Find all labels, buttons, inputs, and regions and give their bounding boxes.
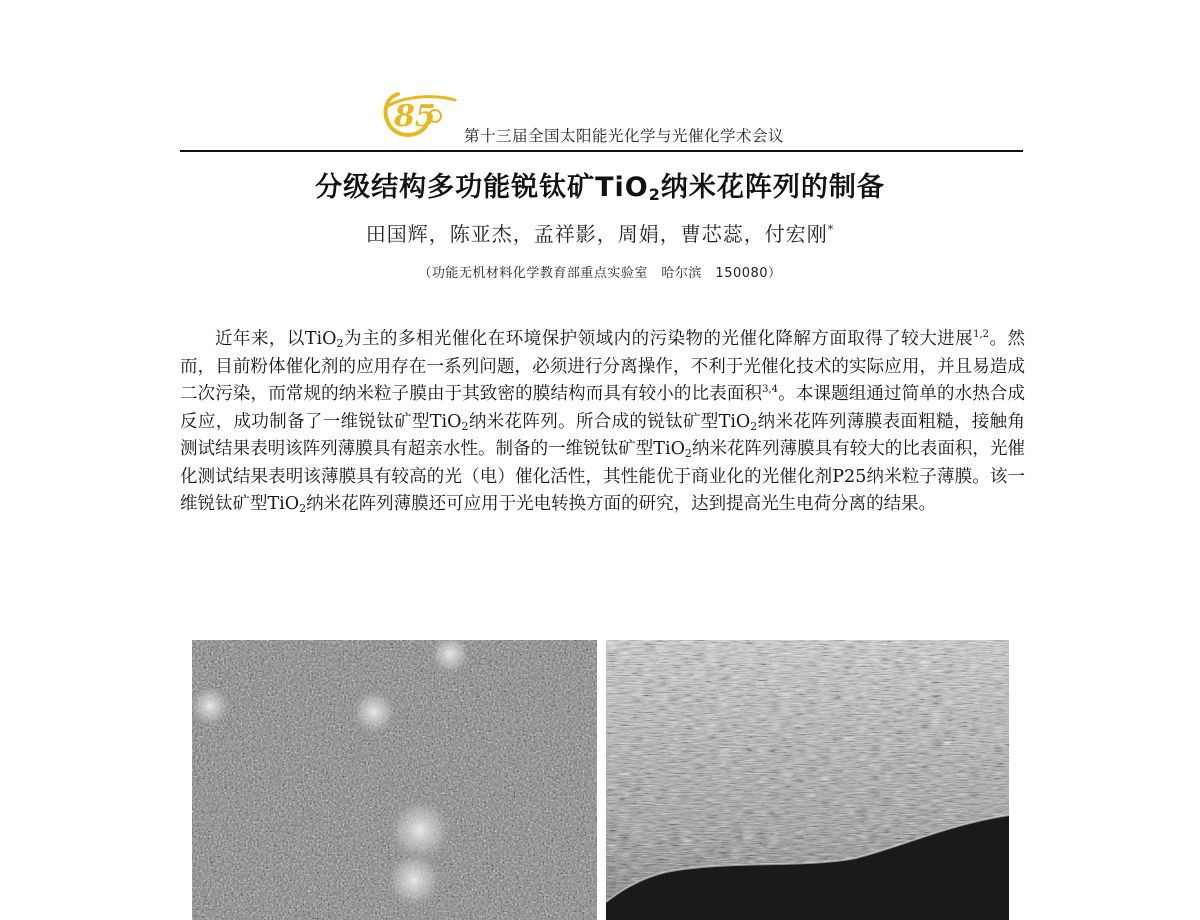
body-s7: 纳米花阵列薄膜具有较大的比表面积，光催化测试结果表明该薄膜具有较高的光（电）催化活性，其性能优于商业化的光催化剂P25纳米粒子薄膜。该一维锐钛矿型TiO <box>180 439 1025 514</box>
affiliation: （功能无机材料化学教育部重点实验室 哈尔滨 150080） <box>418 266 782 281</box>
abstract-paragraph <box>180 326 1025 519</box>
paper-title <box>0 165 1200 204</box>
header-rule <box>180 150 1023 152</box>
title-post: 纳米花阵列的制备 <box>660 172 885 203</box>
conference-logo <box>380 86 460 146</box>
body-ref2: 3,4 <box>762 384 779 395</box>
sem-image-top-view <box>192 640 597 920</box>
body-s6: 纳米花阵列薄膜表面粗糙，接触角测试结果表明该阵列薄膜具有超亲水性。制备的一维锐钛矿型TiO <box>180 411 1025 459</box>
body-s8: 纳米花阵列薄膜还可应用于光电转换方面的研究，达到提高光生电荷分离的结果。 <box>306 494 937 514</box>
sem-image-cross-section <box>606 640 1009 920</box>
body-sub1: 2 <box>336 337 344 350</box>
body-sub5: 2 <box>299 502 307 515</box>
body-s1: 近年来，以TiO <box>215 329 337 349</box>
corresponding-mark: * <box>827 223 835 236</box>
title-subscript: 2 <box>648 185 661 204</box>
body-s4: 。本课题组通过简单的水热合成反应，成功制备了一维锐钛矿型TiO <box>180 384 1026 432</box>
body-s2: 为主的多相光催化在环境保护领域内的污染物的光催化降解方面取得了较大进展 <box>343 329 974 349</box>
logo-text: 85 <box>394 99 436 134</box>
body-sub3: 2 <box>750 419 758 433</box>
title-pre: 分级结构多功能锐钛矿TiO <box>315 172 649 203</box>
body-s5: 纳米花阵列。所合成的锐钛矿型TiO <box>468 411 751 432</box>
body-sub2: 2 <box>461 419 469 433</box>
conference-title: 第十三届全国太阳能光化学与光催化学术会议 <box>464 127 785 145</box>
author-names: 田国辉，陈亚杰，孟祥影，周娟，曹芯蕊，付宏刚 <box>365 222 828 246</box>
body-sub4: 2 <box>684 447 692 460</box>
body-s3: 。然而，目前粉体催化剂的应用存在一系列问题，必须进行分离操作，不利于光催化技术的实际应用，并且易造成二次污染，而常规的纳米粒子膜由于其致密的膜结构而具有较小的比表面积 <box>180 329 1025 404</box>
body-ref1: 1,2 <box>973 329 990 340</box>
author-list <box>0 218 1200 247</box>
